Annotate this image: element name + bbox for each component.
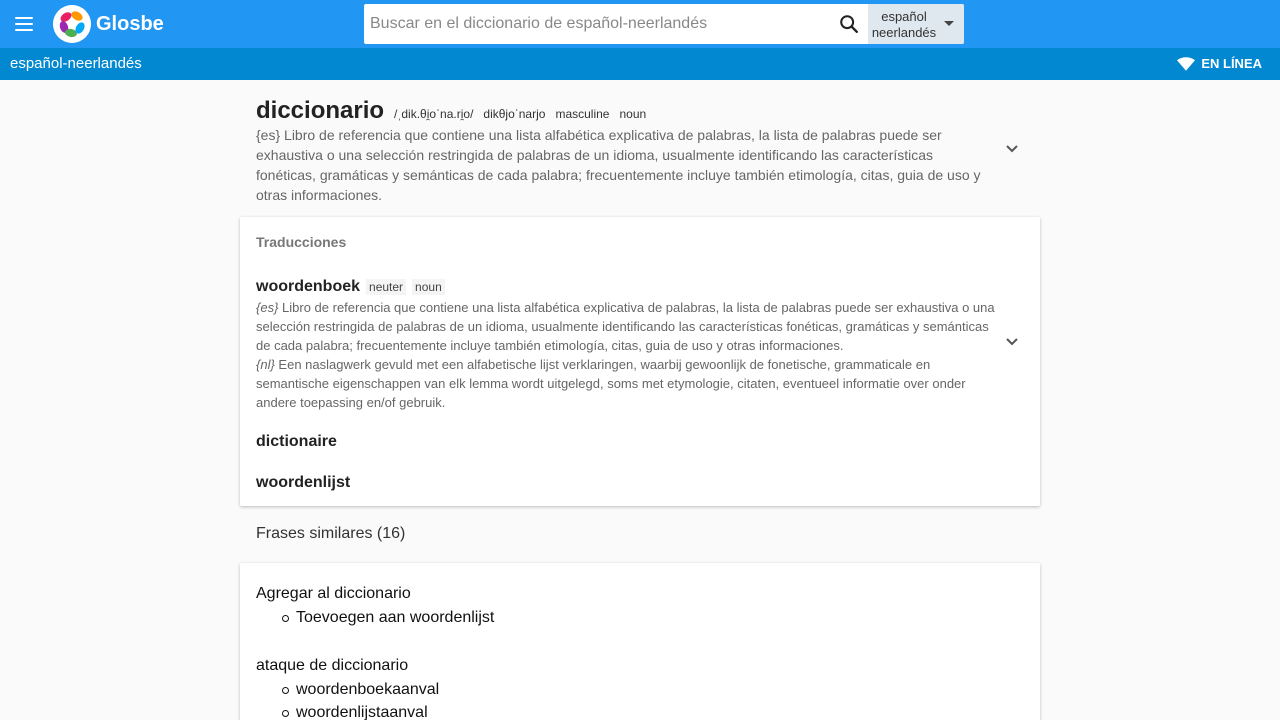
phrase[interactable]: Agregar al diccionario: [256, 585, 411, 602]
search-icon[interactable]: [838, 13, 860, 35]
headword-row: [256, 97, 646, 125]
translations-title: Traducciones: [256, 234, 347, 250]
definition-es: {es} Libro de referencia que contiene una lista alfabética explicativa de palabras, la lista de palabras puede ser exhaustiva o una selección restringida de palabras de un idioma, usualmente identificando las características fonéticas, gramáticas y semánticas de cada palabra; frecuentemente incluye también etimología, citas, guia de uso y otras informaciones.: [256, 300, 995, 353]
gender-tag: neuter: [366, 279, 406, 295]
similar-phrases-heading[interactable]: Frases similares (16): [256, 525, 406, 542]
translation-word[interactable]: woordenboek: [256, 278, 361, 295]
app-bar: [0, 0, 1280, 48]
translation-word[interactable]: dictionaire: [256, 433, 337, 450]
phrase-translation[interactable]: woordenboekaanval: [296, 681, 440, 698]
phrase-translation[interactable]: woordenlijstaanval: [296, 704, 428, 720]
headword-definition: {es} Libro de referencia que contiene una lista alfabética explicativa de palabras, la lista de palabras puede ser exhaustiva o una selección restringida de palabras de un idioma, usualmente identificando las características fonéticas, gramáticas y semánticas de cada palabra; frecuentemente incluye también etimología, citas, guia de uso y otras informaciones.: [256, 127, 981, 203]
brand-name: Glosbe: [96, 12, 164, 35]
caret-down-icon: [944, 21, 954, 26]
lang-from: español: [881, 9, 927, 24]
chevron-down-icon[interactable]: [1005, 142, 1019, 156]
language-pair-link[interactable]: español-neerlandés: [10, 55, 142, 72]
translations-card: [240, 217, 1040, 506]
menu-icon[interactable]: [12, 12, 36, 36]
glosbe-logo-icon: [53, 5, 91, 43]
page-title: diccionario: [256, 97, 385, 124]
online-status-label: EN LÍNEA: [1201, 56, 1262, 71]
translation-definitions: [256, 298, 996, 412]
definition-nl: {nl} Een naslagwerk gevuld met een alfabetische lijst verklaringen, waarbij gewoonlijk de fonetische, grammaticale en semantische eigenschappen van elk lemma wordt uitgelegd, soms met etymologie, citaten, eventueel informatie over onder andere toepassing en/of gebruik.: [256, 357, 966, 410]
search-bar: [364, 4, 964, 44]
phrase[interactable]: ataque de diccionario: [256, 657, 409, 674]
pos-tag: noun: [619, 107, 647, 121]
wifi-icon: [1177, 57, 1195, 71]
chevron-down-icon[interactable]: [1005, 335, 1019, 349]
phrase-translation[interactable]: Toevoegen aan woordenlijst: [296, 609, 495, 626]
logo[interactable]: [53, 5, 164, 43]
phrases-card: [240, 563, 1040, 720]
translation-item[interactable]: [256, 278, 445, 296]
ipa: /ˌdik.θi̯oˈna.ri̯o/: [394, 107, 474, 121]
pos-tag: noun: [412, 279, 445, 295]
pronunciation: dikθjoˈnarjo: [483, 107, 546, 121]
lang-to: neerlandés: [871, 25, 937, 40]
language-pair-bar: [0, 48, 1280, 80]
language-selector[interactable]: [868, 4, 964, 44]
online-status: [1177, 56, 1262, 71]
search-input[interactable]: [370, 10, 834, 38]
gender-tag: masculine: [555, 107, 610, 121]
translation-word[interactable]: woordenlijst: [256, 474, 351, 491]
